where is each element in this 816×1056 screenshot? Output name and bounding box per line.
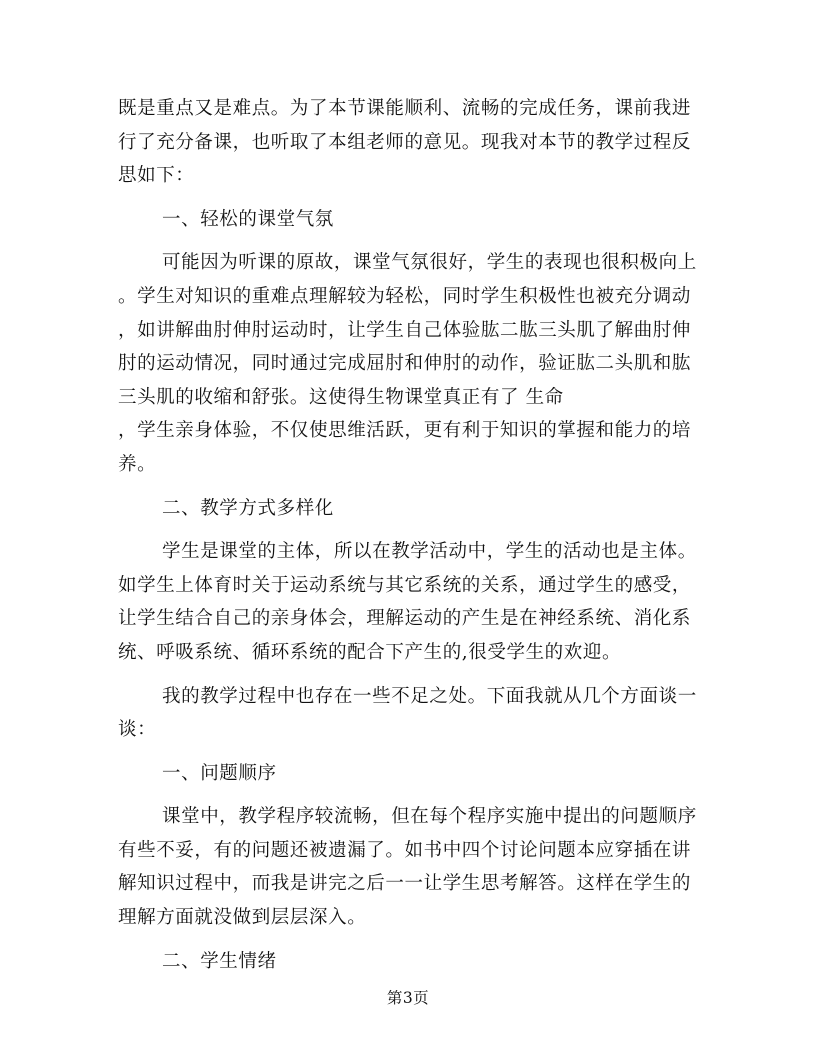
page-number: 第3页 xyxy=(386,989,430,1007)
paragraph xyxy=(118,92,698,193)
paragraph xyxy=(118,246,698,481)
text-line: 思如下： xyxy=(118,165,195,187)
text-line: 谈： xyxy=(118,719,157,741)
text-line: 理解方面就没做到层层深入。 xyxy=(118,907,367,929)
section-heading xyxy=(118,203,698,237)
text-line: 统、呼吸系统、循环系统的配合下产生的,很受学生的欢迎。 xyxy=(118,641,622,663)
section-heading xyxy=(118,492,698,526)
section-heading xyxy=(118,945,698,979)
text-line: 行了充分备课，也听取了本组老师的意见。现我对本节的教学过程反 xyxy=(118,131,692,153)
body-text xyxy=(118,92,698,978)
text-line: 一、问题顺序 xyxy=(162,762,277,784)
text-line: 。学生对知识的重难点理解较为轻松，同时学生积极性也被充分调动 xyxy=(118,285,692,307)
text-line: 养。 xyxy=(118,453,157,475)
text-line: 一、轻松的课堂气氛 xyxy=(162,208,334,230)
paragraph xyxy=(118,535,698,669)
text-line: 既是重点又是难点。为了本节课能顺利、流畅的完成任务，课前我进 xyxy=(118,98,692,119)
text-line: 有些不妥，有的问题还被遗漏了。如书中四个讨论问题本应穿插在讲 xyxy=(118,839,692,861)
text-line: 二、学生情绪 xyxy=(162,950,277,972)
text-line: 三头肌的收缩和舒张。这使得生物课堂真正有了 生命 xyxy=(118,386,564,408)
section-heading xyxy=(118,757,698,791)
text-line: 学生是课堂的主体，所以在教学活动中，学生的活动也是主体。 xyxy=(162,541,697,563)
text-line: 肘的运动情况，同时通过完成屈肘和伸肘的动作，验证肱二头肌和肱 xyxy=(118,353,692,375)
text-line: 我的教学过程中也存在一些不足之处。下面我就从几个方面谈一 xyxy=(162,685,697,707)
text-line: 可能因为听课的原故，课堂气氛很好，学生的表现也很积极向上 xyxy=(162,252,697,274)
text-line: ，如讲解曲肘伸肘运动时，让学生自己体验肱二肱三头肌了解曲肘伸 xyxy=(118,319,692,341)
text-line: 课堂中，教学程序较流畅，但在每个程序实施中提出的问题顺序 xyxy=(162,806,697,828)
text-line: 解知识过程中，而我是讲完之后一一让学生思考解答。这样在学生的 xyxy=(118,873,692,895)
text-line: 二、教学方式多样化 xyxy=(162,497,334,519)
text-line: ，学生亲身体验，不仅使思维活跃，更有利于知识的掌握和能力的培 xyxy=(118,420,692,442)
paragraph xyxy=(118,680,698,747)
text-line: 如学生上体育时关于运动系统与其它系统的关系，通过学生的感受， xyxy=(118,574,692,596)
text-line: 让学生结合自己的亲身体会，理解运动的产生是在神经系统、消化系 xyxy=(118,608,692,630)
paragraph xyxy=(118,800,698,934)
